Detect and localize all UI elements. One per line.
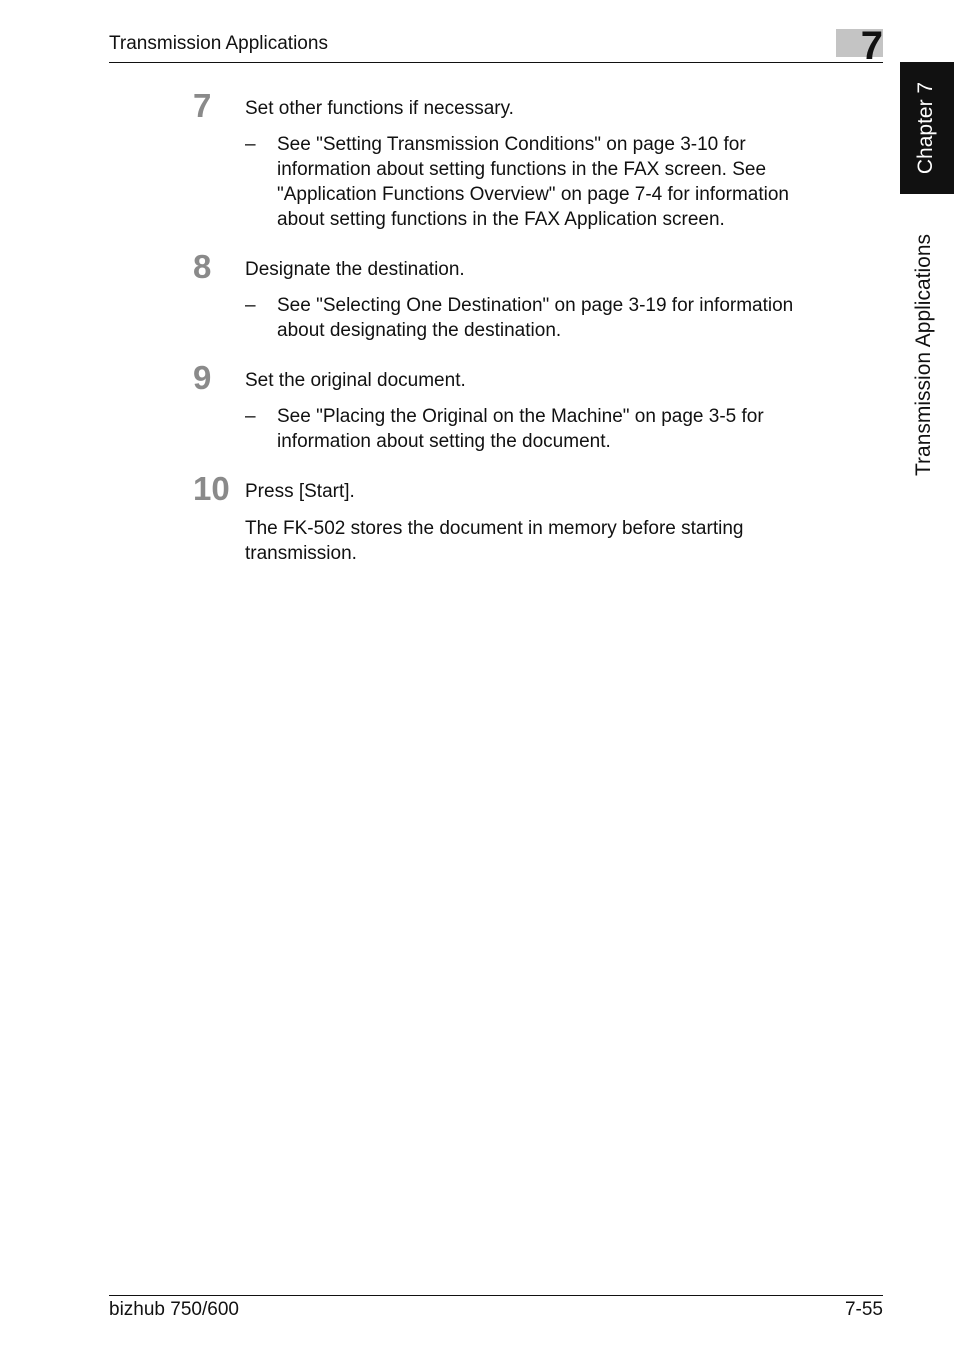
footer-model-name: bizhub 750/600 [109,1299,239,1320]
running-header-title: Transmission Applications [109,33,328,54]
bullet-line: information about setting functions in the FAX screen. See [277,159,767,180]
step-number: 7 [193,87,212,124]
bullet-line: See "Selecting One Destination" on page 3-19 for information [277,295,794,316]
bullet-line: "Application Functions Overview" on page 7-4 for information [277,184,789,205]
bullet-line: information about setting the document. [277,431,611,452]
step-instruction: Set other functions if necessary. [245,98,514,119]
footer-page-number: 7-55 [844,1299,883,1320]
note-line: transmission. [245,543,357,564]
step-instruction: Designate the destination. [245,259,465,280]
step-number: 9 [193,359,212,396]
bullet-dash: – [245,134,256,155]
step-note [245,516,743,566]
step-instruction: Press [Start]. [245,481,355,502]
chapter-number-box [836,24,883,68]
step-instruction: Set the original document. [245,370,466,391]
header-rule [109,62,883,63]
bullet-dash: – [245,406,256,427]
note-line: The FK-502 stores the document in memory before starting [245,518,744,539]
chapter-tab-label: Chapter 7 [914,81,937,175]
chapter-number: 7 [860,24,883,68]
step-number: 8 [193,248,212,285]
bullet-line: See "Setting Transmission Conditions" on page 3-10 for [277,134,746,155]
bullet-line: about setting functions in the FAX Application screen. [277,209,725,230]
section-tab-label: Transmission Applications [912,234,935,476]
footer-rule [109,1295,883,1296]
bullet-line: See "Placing the Original on the Machine" on page 3-5 for [277,406,764,427]
step-number: 10 [193,470,230,507]
bullet-dash: – [245,295,256,316]
bullet-line: about designating the destination. [277,320,562,341]
